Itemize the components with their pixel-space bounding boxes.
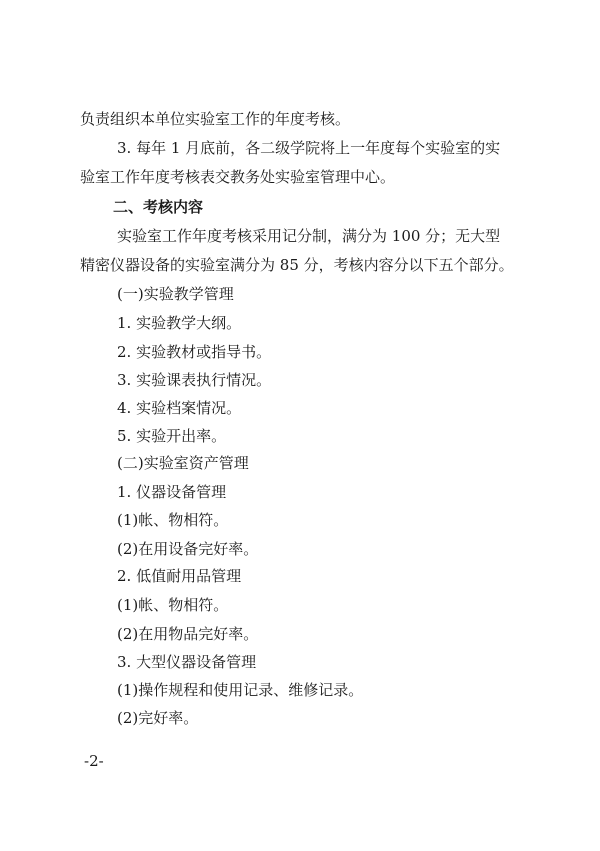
- list-item: 4. 实验档案情况。: [117, 399, 242, 417]
- list-subitem: (1)帐、物相符。: [117, 596, 229, 614]
- list-subitem: (2)在用设备完好率。: [117, 540, 259, 558]
- paragraph-line: 3. 每年 1 月底前，各二级学院将上一年度每个实验室的实: [117, 139, 501, 157]
- section-heading: 二、考核内容: [113, 198, 204, 216]
- paragraph-line: 验室工作年度考核表交教务处实验室管理中心。: [80, 168, 396, 186]
- paragraph-line: 实验室工作年度考核采用记分制，满分为 100 分；无大型: [117, 227, 501, 245]
- list-subitem: (1)帐、物相符。: [117, 511, 229, 529]
- list-item: 1. 实验教学大纲。: [117, 314, 242, 332]
- subsection-heading: (二)实验室资产管理: [117, 454, 249, 472]
- paragraph-line: 精密仪器设备的实验室满分为 85 分，考核内容分以下五个部分。: [80, 256, 514, 274]
- list-item: 2. 实验教材或指导书。: [117, 343, 272, 361]
- paragraph-line: 负责组织本单位实验室工作的年度考核。: [80, 110, 351, 128]
- list-subitem: (1)操作规程和使用记录、维修记录。: [117, 681, 364, 699]
- list-subitem: (2)在用物品完好率。: [117, 625, 259, 643]
- subsection-heading: (一)实验教学管理: [117, 285, 234, 303]
- list-subitem: (2)完好率。: [117, 709, 199, 727]
- list-item: 1. 仪器设备管理: [117, 483, 227, 501]
- list-item: 2. 低值耐用品管理: [117, 567, 242, 585]
- list-item: 3. 大型仪器设备管理: [117, 653, 257, 671]
- list-item: 3. 实验课表执行情况。: [117, 371, 272, 389]
- page-number: -2-: [84, 752, 104, 770]
- list-item: 5. 实验开出率。: [117, 427, 227, 445]
